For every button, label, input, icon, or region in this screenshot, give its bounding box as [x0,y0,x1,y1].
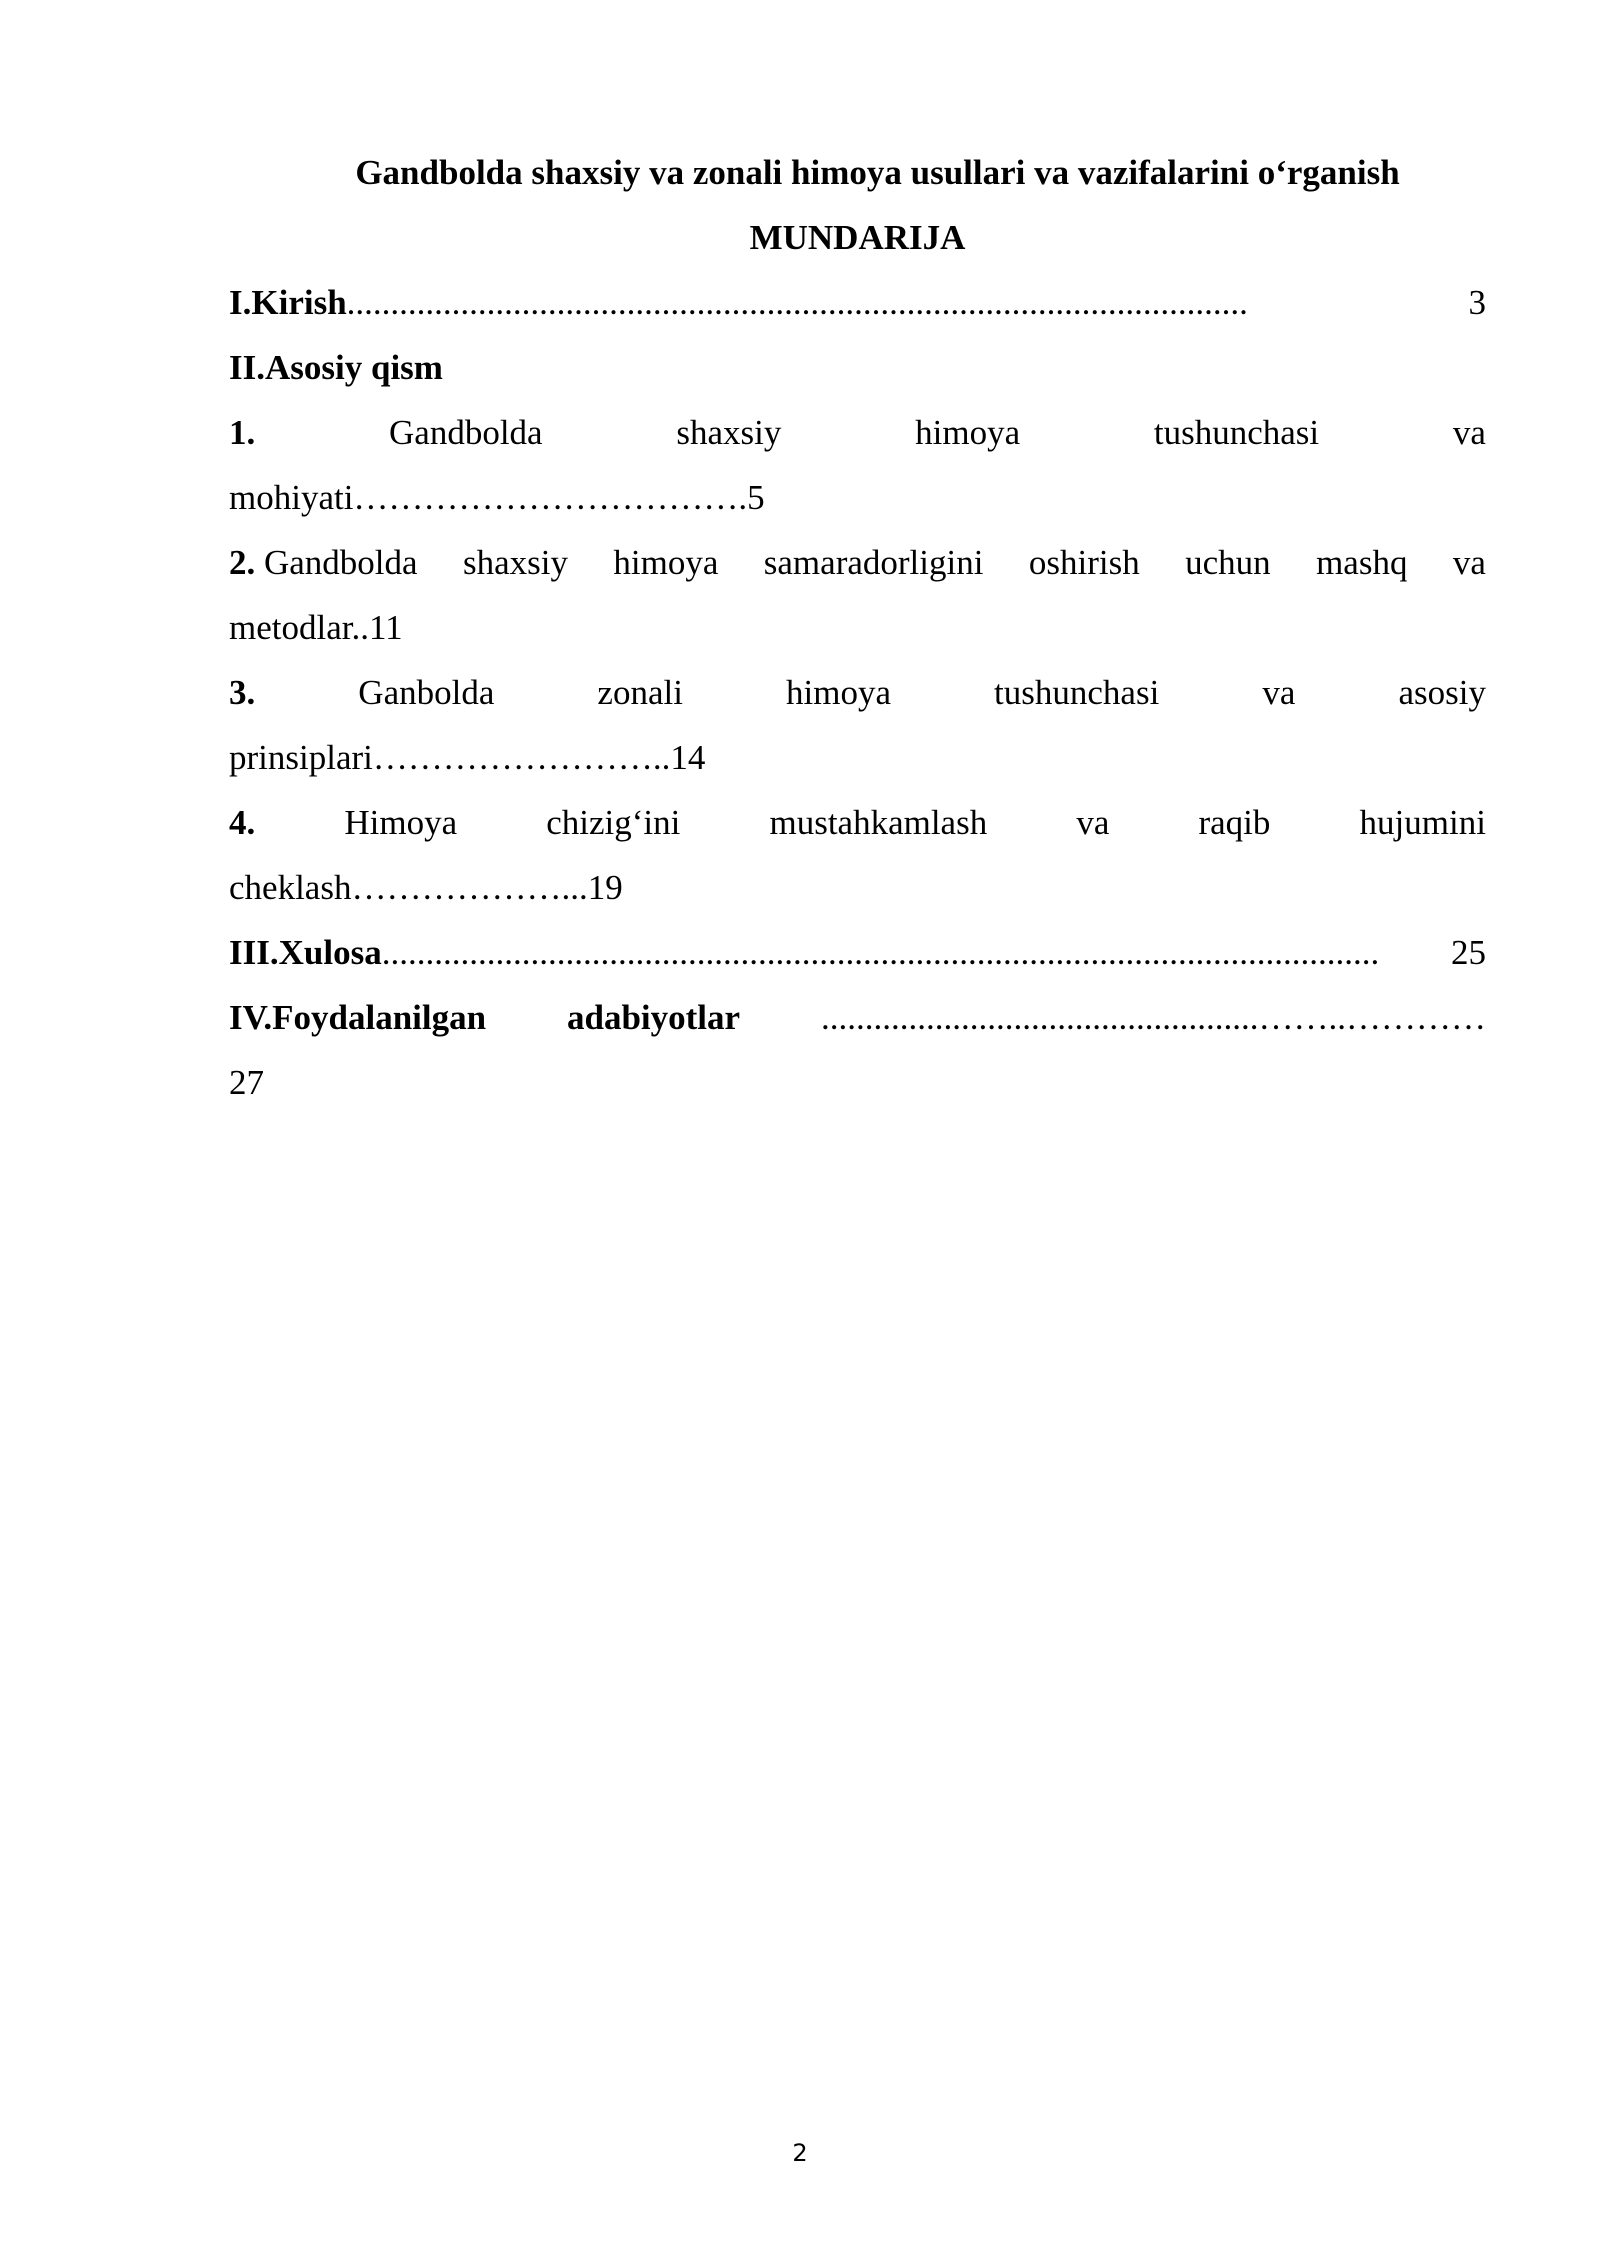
toc-word: mustahkamlash [769,803,988,842]
toc-word: shaxsiy [462,543,568,582]
toc-word: oshirish [1028,543,1140,582]
toc-entry-label-part: adabiyotlar [567,998,741,1037]
toc-word: Gandbolda [389,413,543,452]
toc-word: shaxsiy [676,413,782,452]
document-title: Gandbolda shaxsiy va zonali himoya usullari va vazifalarini o‘rganish [355,153,1400,192]
toc-entry-2-continuation: metodlar..11 [229,608,403,647]
toc-page-number: 27 [229,1063,264,1102]
toc-word: Ganbolda [358,673,495,712]
toc-entry-1[interactable] [229,400,1486,465]
toc-page-number: 25 [1451,933,1486,972]
toc-word: va [1452,543,1486,582]
toc-entry-4[interactable] [229,790,1486,855]
toc-word: chizig‘ini [546,803,681,842]
toc-entry-number: 4. [229,803,256,842]
toc-word: himoya [915,413,1021,452]
toc-entry-label-part: IV.Foydalanilgan [229,998,487,1037]
toc-entry-3-continuation: prinsiplari……………………..14 [229,738,706,777]
toc-leader-dots: ..................................................……..………… [820,998,1486,1037]
toc-page-number: 3 [1468,283,1486,322]
toc-entry-asosiy-qism[interactable] [229,335,1486,400]
toc-word: Gandbolda [264,543,418,582]
toc-word: raqib [1198,803,1271,842]
toc-word: mashq [1316,543,1408,582]
toc-word: tushunchasi [994,673,1160,712]
toc-word: va [1452,413,1486,452]
toc-entry-adabiyotlar[interactable] [229,985,1486,1050]
toc-word: va [1076,803,1110,842]
toc-entry-xulosa[interactable] [229,920,1486,985]
toc-entry-kirish[interactable] [229,270,1486,335]
document-page [229,140,1486,1115]
toc-leader-dots: ....................................................................................................... [346,283,1248,322]
page-number: 2 [792,2139,808,2167]
toc-entry-4-continuation: cheklash………………...19 [229,868,623,907]
toc-word: hujumini [1359,803,1486,842]
toc-entry-number: 3. [229,673,256,712]
toc-heading: MUNDARIJA [749,218,966,257]
toc-entry-number: 1. [229,413,256,452]
toc-entry-1-continuation: mohiyati…………………………….5 [229,478,765,517]
toc-entry-lead [229,530,418,595]
toc-word: Himoya [344,803,458,842]
toc-word: zonali [597,673,683,712]
toc-entry-2[interactable] [229,530,1486,595]
toc-word: va [1262,673,1296,712]
toc-leader-dots: .................................................................................................................. [381,933,1380,972]
toc-word: himoya [786,673,891,712]
toc-word: samaradorligini [763,543,984,582]
toc-word: uchun [1185,543,1271,582]
toc-entry-label: I.Kirish [229,283,347,322]
toc-word: asosiy [1398,673,1486,712]
toc-entry-label: II.Asosiy qism [229,348,443,387]
toc-entry-3[interactable] [229,660,1486,725]
toc-word: himoya [613,543,719,582]
toc-entry-number: 2. [229,543,256,582]
toc-entry-label: III.Xulosa [229,933,382,972]
toc-word: tushunchasi [1153,413,1320,452]
